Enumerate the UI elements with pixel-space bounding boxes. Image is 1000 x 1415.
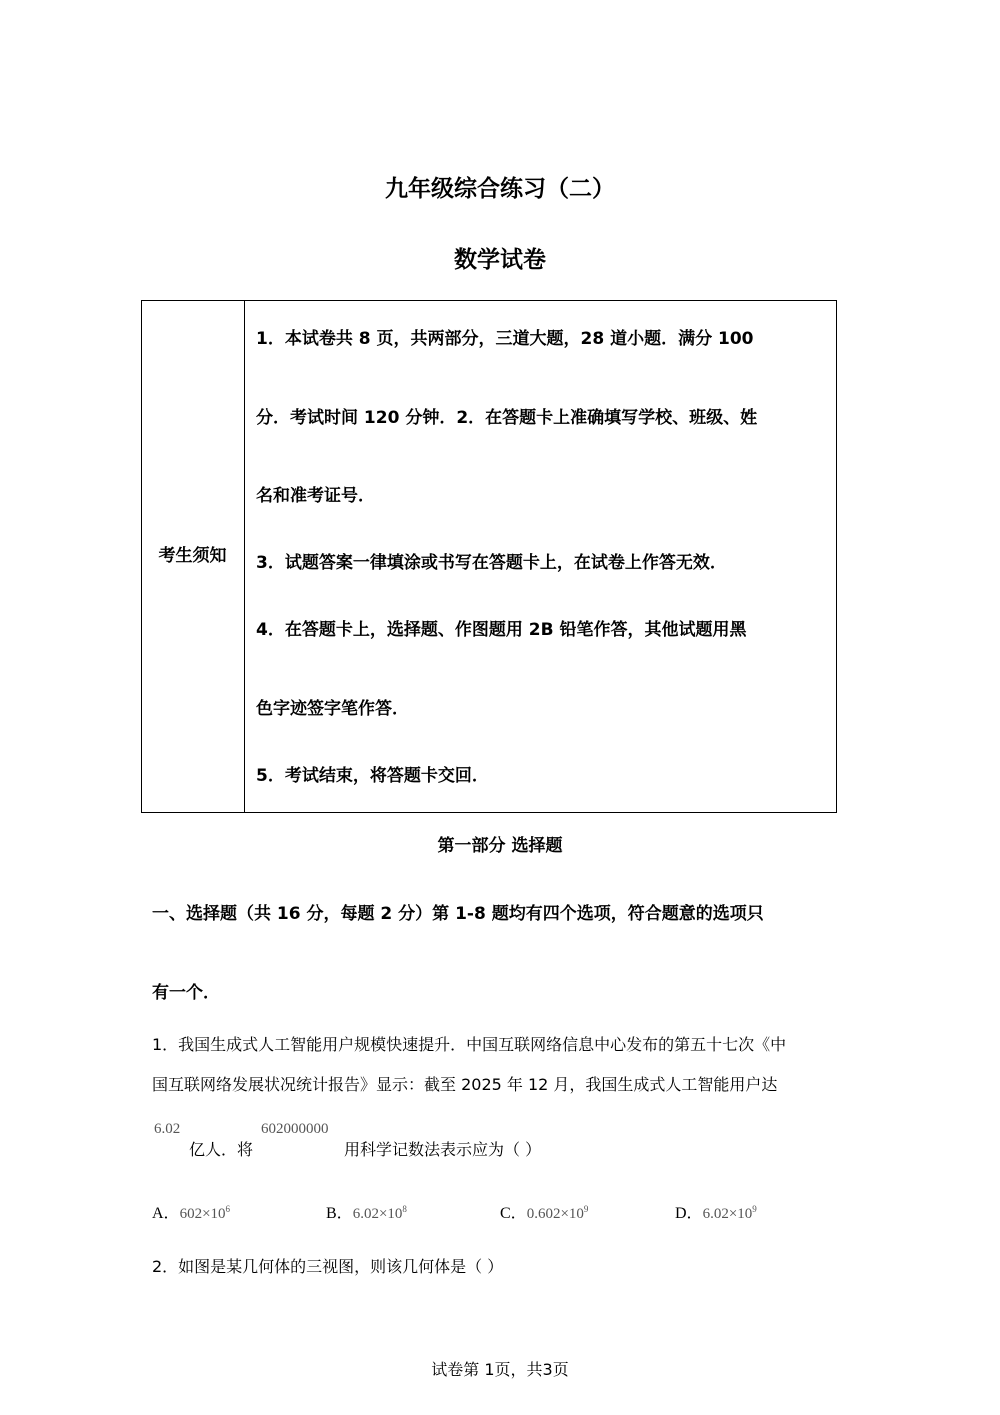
exam-subtitle: 数学试卷 — [454, 247, 546, 273]
part-heading: 第一部分 选择题 — [437, 836, 563, 856]
notice-line-4: 3．试题答案一律填涂或书写在答题卡上，在试卷上作答无效． — [256, 553, 727, 573]
option-a-label: A． — [152, 1205, 180, 1222]
notice-line-2: 分．考试时间 120 分钟．2．在答题卡上准确填写学校、班级、姓 — [256, 408, 758, 428]
question-1-number-1: 6.02 — [154, 1121, 181, 1137]
option-d-value: $6.02\times 10^9$ — [702, 1204, 757, 1222]
notice-line-3: 名和准考证号． — [256, 486, 375, 506]
question-1-text-1: 亿人．将 — [189, 1140, 254, 1159]
option-a — [152, 1200, 230, 1223]
question-1-number-2: 602000000 — [261, 1121, 329, 1137]
option-d — [675, 1200, 757, 1223]
notice-divider — [244, 300, 245, 813]
exam-title: 九年级综合练习（二） — [385, 176, 615, 202]
option-b — [326, 1200, 407, 1223]
notice-line-6: 色字迹签字笔作答． — [256, 699, 409, 719]
page-footer: 试卷第 1页，共3页 — [431, 1360, 569, 1379]
option-c — [500, 1200, 588, 1223]
question-1-line-1: 1．我国生成式人工智能用户规模快速提升．中国互联网络信息中心发布的第五十七次《中 — [152, 1035, 787, 1054]
option-b-label: B． — [326, 1205, 353, 1222]
question-1-text-2: 用科学记数法表示应为（ ） — [344, 1140, 542, 1159]
option-c-value: $0.602\times 10^9$ — [526, 1204, 589, 1222]
question-2: 2．如图是某几何体的三视图，则该几何体是（ ） — [152, 1257, 504, 1276]
question-1-line-2: 国互联网络发展状况统计报告》显示：截至 2025 年 12 月，我国生成式人工智能用户达 — [152, 1075, 778, 1094]
notice-line-5: 4．在答题卡上，选择题、作图题用 2B 铅笔作答，其他试题用黑 — [256, 620, 747, 640]
section-instruction-line-1: 一、选择题（共 16 分，每题 2 分）第 1-8 题均有四个选项，符合题意的选项只 — [152, 904, 764, 924]
option-c-label: C． — [500, 1205, 527, 1222]
option-d-label: D． — [675, 1205, 703, 1222]
notice-line-1: 1．本试卷共 8 页，共两部分，三道大题，28 道小题．满分 100 — [256, 329, 754, 349]
option-a-value: $602\times 10^6$ — [179, 1204, 231, 1222]
option-b-value: $6.02\times 10^8$ — [352, 1204, 407, 1222]
notice-label: 考生须知 — [158, 546, 227, 566]
notice-line-7: 5．考试结束，将答题卡交回． — [256, 766, 489, 786]
section-instruction-line-2: 有一个． — [152, 983, 220, 1003]
